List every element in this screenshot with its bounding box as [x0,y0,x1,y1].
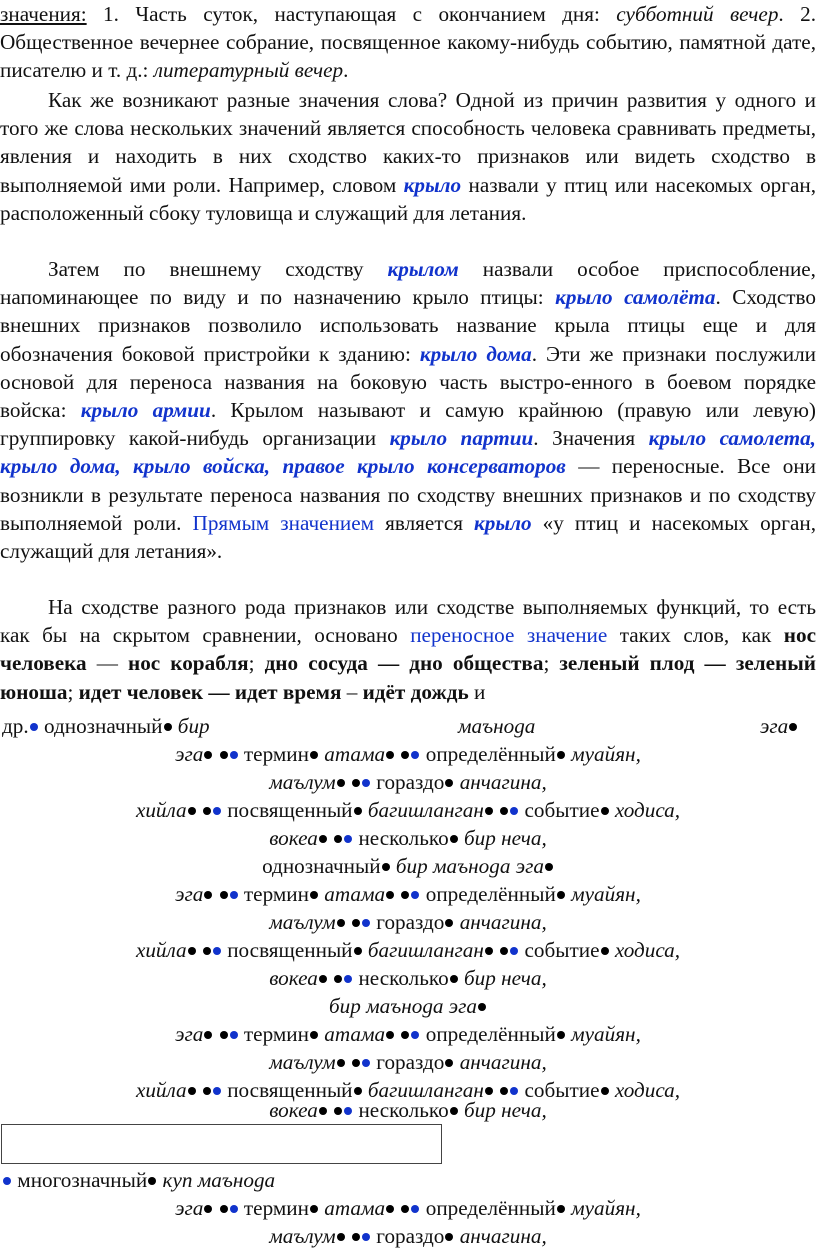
gloss-translation-mid: маъноga [458,714,536,738]
paragraph-wing-examples [0,255,816,565]
bullet-icon [188,947,196,955]
bullet-icon [337,1059,345,1067]
gloss-row-term [0,880,816,908]
gloss-row-dedicated [0,796,816,824]
bullet-icon [557,1205,565,1213]
gloss-translation-end [760,712,798,740]
gloss-word: несколько [358,1098,449,1122]
bullet-icon [789,723,797,731]
bullet-icon [401,751,409,759]
bullet-icon [204,1031,212,1039]
keyword: крыло самолёта [555,285,716,310]
bullet-icon [220,1031,228,1039]
text: На сходстве разного рода признаков или сходстве выполняемых функций, то есть как бы на скрытом сравнении, основано [0,595,816,648]
gloss-translation: атама [324,1196,386,1220]
bullet-icon [148,1177,156,1185]
gloss-translation: эга [175,742,204,766]
bullet-icon [510,1087,518,1095]
gloss-word: однозначный [43,714,163,738]
gloss-translation: анчагина, [459,910,547,934]
bullet-icon [352,919,360,927]
bullet-icon [334,1107,342,1115]
bullet-icon [230,1205,238,1213]
gloss-row-several [0,1096,816,1124]
text: . Крылом называют и самую крайнюю (правую или левую) группировку какой-нибудь организации [0,398,816,451]
bullet-icon [485,807,493,815]
bullet-icon [230,1031,238,1039]
bullet-icon [411,1205,419,1213]
gloss-word: несколько [358,826,449,850]
bullet-icon [362,1059,370,1067]
gloss-translation: вокеа [269,1098,318,1122]
text: «у птиц и насекомых орган, служащий для летания». [0,510,816,564]
bullet-icon [445,1059,453,1067]
gloss-translation: хийла [135,798,187,822]
bullet-icon [220,891,228,899]
keyword: крыло партии [389,426,534,451]
bullet-icon [382,863,390,871]
gloss-row-term [0,1020,816,1048]
text: . Сходство внешних признаков позволило использовать название крыла птицы еще и для обозначения боковой пристройки к зданию: [0,285,816,366]
bullet-icon [401,1205,409,1213]
text: – [341,679,363,704]
gloss-word: событие [524,938,600,962]
bullet-icon [164,723,172,731]
gloss-word: гораздо [376,770,445,794]
keyword: крыло армии [80,398,211,423]
gloss-word: посвященный [227,938,353,962]
term-label: значения: [0,2,87,26]
gloss-translation: бир маъноga эга [328,994,478,1018]
bullet-icon [545,863,553,871]
gloss-word: посвященный [227,1078,353,1102]
gloss-translation: муайян, [571,742,641,766]
bullet-icon [220,751,228,759]
gloss-word: термин [243,882,309,906]
bullet-icon [450,975,458,983]
text: и [468,679,486,704]
text: ; [543,651,560,676]
bullet-icon [362,779,370,787]
text: . Эти же признаки послужили основой для переноса названия на боковую часть выстро-енного в боевом порядке войска: [0,341,816,423]
bullet-icon [352,1233,360,1241]
bullet-icon [203,807,211,815]
bullet-icon [352,779,360,787]
gloss-word: несколько [358,966,449,990]
gloss-translation: эга [760,714,789,738]
gloss-word: определённый [425,1196,556,1220]
bullet-icon [352,1059,360,1067]
bullet-icon [450,835,458,843]
gloss-row-dedicated [0,936,816,964]
gloss-translation: хийла [135,1078,187,1102]
bullet-icon [411,891,419,899]
bullet-icon [337,779,345,787]
bullet-icon [344,835,352,843]
bullet-icon [204,1205,212,1213]
gloss-word: многозначный [17,1168,148,1192]
bullet-icon [354,947,362,955]
bullet-icon [334,975,342,983]
gloss-translation: маълум [269,770,336,794]
gloss-row-much [0,1048,816,1076]
gloss-row-term [0,1194,816,1222]
bullet-icon [500,947,508,955]
gloss-translation: ходиса, [614,1078,681,1102]
bullet-icon [30,723,38,731]
bullet-icon [310,1031,318,1039]
keyword: крылом [387,257,459,281]
gloss-row-multi [2,1166,816,1194]
bullet-icon [411,1031,419,1039]
bullet-icon [601,807,609,815]
bullet-icon [354,807,362,815]
bullet-icon [220,1205,228,1213]
gloss-word: событие [524,798,600,822]
text: Затем по внешнему сходству [48,257,388,281]
bullet-icon [386,891,394,899]
bullet-icon [557,1031,565,1039]
figurative-meaning-term: переносное значение [410,623,608,648]
gloss-row-single [0,852,816,880]
gloss-translation: вокеа [269,826,318,850]
text: . [343,58,349,83]
bullet-icon [213,1087,221,1095]
bullet-icon [601,947,609,955]
bullet-icon [445,919,453,927]
text: Как же возникают разные значения слова? Одной из причин развития у одного и того же слова нескольких значений является способность человека сравнивать предметы, явления и находить в них сходство каких-то признаков или видеть сходство в выполняемой ими роли. Например, словом [0,88,816,197]
bullet-icon [386,1205,394,1213]
gloss-word: термин [243,1196,309,1220]
keyword: крыло [474,510,532,535]
bullet-icon [310,891,318,899]
text: . 2. Общественное вечернее собрание, посвященное какому-нибудь событию, памятной дате, писателю и т. д.: [0,2,816,83]
bullet-icon [334,835,342,843]
gloss-translation: анчагина, [459,1050,547,1074]
gloss-row-single-short [0,992,816,1020]
bullet-icon [337,1233,345,1241]
example: нос человека [0,623,816,676]
bullet-icon [445,1233,453,1241]
gloss-translation: бир неча, [464,826,547,850]
bullet-icon [362,919,370,927]
bullet-icon [319,975,327,983]
paragraph-evening-meanings [0,0,816,85]
bullet-icon [386,751,394,759]
gloss-word: однозначный [262,854,381,878]
bullet-icon [510,807,518,815]
bullet-icon [204,751,212,759]
gloss-translation: эга [175,1022,204,1046]
keyword: крыло [403,172,462,197]
empty-text-box [1,1124,442,1164]
bullet-icon [310,1205,318,1213]
bullet-icon [213,807,221,815]
gloss-translation: маълум [269,1050,336,1074]
bullet-icon [386,1031,394,1039]
paragraph-meaning-origin [0,86,816,227]
bullet-icon [601,1087,609,1095]
bullet-icon [450,1107,458,1115]
bullet-icon [203,1087,211,1095]
bullet-icon [485,947,493,955]
gloss-word: событие [524,1078,600,1102]
gloss-translation: бир [177,714,210,738]
example: литературный вечер [153,58,344,83]
gloss-translation: анчагина, [459,1224,547,1248]
gloss-translation: вокеа [269,966,318,990]
gloss-translation: анчагина, [459,770,547,794]
example: идет человек — идет время [78,679,342,704]
bullet-icon [362,1233,370,1241]
bullet-icon [344,975,352,983]
bullet-icon [500,807,508,815]
example: нос корабля [128,651,249,676]
text: является [374,510,475,535]
text: — переносные. Все они возникли в результате переноса названия по сходству внешних признаков и по сходству выполняемой роли. [0,454,816,535]
gloss-translation: эга [175,882,204,906]
example: дно сосуда — дно общества [264,651,544,676]
bullet-icon [310,751,318,759]
bullet-icon [204,891,212,899]
bullet-icon [485,1087,493,1095]
text: таких слов, как [607,623,784,648]
bullet-icon [230,751,238,759]
bullet-icon [188,807,196,815]
gloss-word: гораздо [376,1224,445,1248]
gloss-translation: бир неча, [464,966,547,990]
gloss-row-much [0,768,816,796]
bullet-icon [445,779,453,787]
gloss-word: определённый [425,742,556,766]
keyword: крыло самолета, крыло дома, крыло войска, правое крыло консерваторов [0,426,816,479]
gloss-row-single [2,712,210,740]
gloss-word: термин [243,1022,309,1046]
direct-meaning-term: Прямым значением [192,510,375,535]
bullet-icon [319,835,327,843]
gloss-translation: багишланган [367,798,484,822]
text: назвали у птиц или насекомых орган, расположенный сбоку туловища и служащий для летания. [0,172,816,225]
bullet-icon [213,947,221,955]
bullet-icon [557,891,565,899]
gloss-translation: атама [324,882,386,906]
bullet-icon [188,1087,196,1095]
gloss-translation: атама [324,1022,386,1046]
gloss-translation: муайян, [571,1022,641,1046]
example: идёт дождь [362,679,469,704]
keyword: крыло дома [419,341,532,366]
text: назвали особое приспособление, напоминающее по виду и по назначению крыло птицы: [0,257,816,310]
gloss-translation: маълум [269,910,336,934]
gloss-translation: багишланган [367,1078,484,1102]
gloss-translation: муайян, [571,882,641,906]
gloss-translation: багишланган [367,938,484,962]
bullet-icon [500,1087,508,1095]
gloss-translation: бир неча, [464,1098,547,1122]
gloss-translation: ходиса, [614,798,681,822]
bullet-icon [3,1177,11,1185]
text: — [86,651,128,676]
example: субботний вечер [616,2,779,26]
gloss-word: определённый [425,1022,556,1046]
bullet-icon [319,1107,327,1115]
gloss-translation: маълум [269,1224,336,1248]
bullet-icon [337,919,345,927]
bullet-icon [354,1087,362,1095]
bullet-icon [344,1107,352,1115]
gloss-row-several [0,964,816,992]
gloss-translation: атама [324,742,386,766]
bullet-icon [411,751,419,759]
text: . Значения [533,426,649,451]
gloss-row-several [0,824,816,852]
gloss-translation: муайян, [571,1196,641,1220]
text: др. [2,714,29,738]
gloss-translation: куп маъноga [162,1168,276,1192]
text: 1. Часть суток, наступающая с окончанием дня: [86,2,617,26]
text: ; [248,651,265,676]
gloss-row-much [0,1222,816,1250]
gloss-word: посвященный [227,798,353,822]
gloss-word: определённый [425,882,556,906]
bullet-icon [478,1003,486,1011]
bullet-icon [557,751,565,759]
gloss-translation: бир маъноga эга [395,854,544,878]
gloss-translation: ходиса, [614,938,681,962]
example: зеленый плод — зеленый юноша [0,651,816,704]
gloss-translation: эга [175,1196,204,1220]
gloss-row-much [0,908,816,936]
text: ; [67,679,79,704]
bullet-icon [401,891,409,899]
bullet-icon [510,947,518,955]
gloss-word: гораздо [376,1050,445,1074]
gloss-word: термин [243,742,309,766]
gloss-row-term [0,740,816,768]
bullet-icon [230,891,238,899]
gloss-translation: хийла [135,938,187,962]
bullet-icon [401,1031,409,1039]
bullet-icon [203,947,211,955]
paragraph-figurative-meaning [0,593,816,706]
gloss-word: гораздо [376,910,445,934]
